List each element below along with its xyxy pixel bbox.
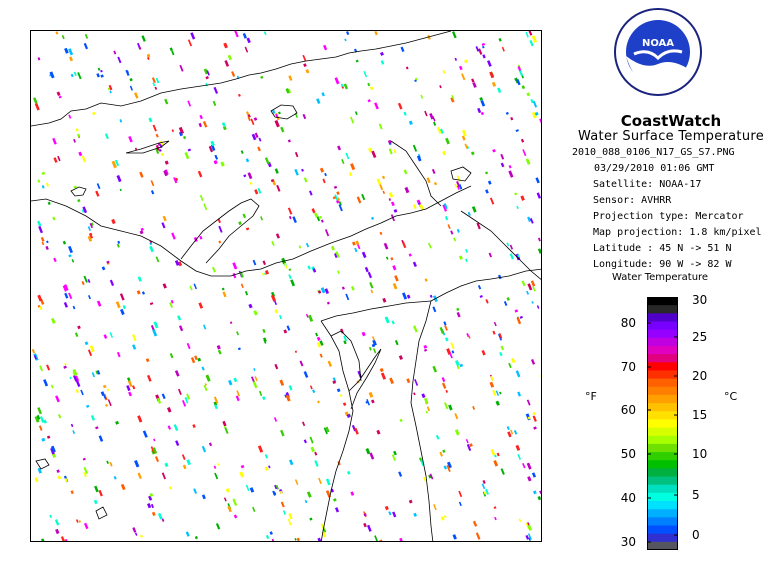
scale-swatch — [647, 517, 678, 526]
tick-c-10: 10 — [692, 447, 708, 461]
legend-title: Water Temperature — [612, 272, 709, 283]
scale-swatch — [647, 419, 678, 428]
scale-swatch — [647, 379, 678, 388]
scale-swatch — [647, 338, 678, 347]
scale-swatch — [647, 330, 678, 339]
tick-c-25: 25 — [692, 330, 708, 344]
scale-swatch — [647, 493, 678, 502]
latitude-range: Latitude : 45 N -> 51 N — [593, 243, 732, 254]
scale-swatch — [647, 509, 678, 518]
brand-title: CoastWatch — [620, 112, 722, 130]
color-scale-bar — [647, 297, 678, 550]
unit-celsius: °C — [724, 390, 738, 403]
scale-swatch — [647, 387, 678, 396]
scale-swatch — [647, 403, 678, 412]
tick-c-5: 5 — [692, 488, 700, 502]
satellite: Satellite: NOAA-17 — [593, 179, 702, 190]
datetime: 03/29/2010 01:06 GMT — [594, 163, 715, 174]
scale-swatch — [647, 305, 678, 314]
coastlines — [31, 31, 542, 542]
lake-michigan-east-shore — [411, 301, 433, 542]
scale-swatch — [647, 428, 678, 437]
scale-swatch — [647, 297, 678, 306]
tick-f-40: 40 — [620, 491, 636, 505]
door-peninsula — [349, 349, 381, 409]
map-panel — [30, 30, 542, 542]
scale-swatch — [647, 501, 678, 510]
scale-swatch — [647, 321, 678, 330]
scale-swatch — [647, 362, 678, 371]
scale-swatch — [647, 313, 678, 322]
scale-swatch — [647, 411, 678, 420]
product-title: Water Surface Temperature — [577, 129, 765, 144]
inland-lake-4 — [36, 459, 49, 469]
scale-swatch — [647, 444, 678, 453]
tick-f-30: 30 — [620, 535, 636, 549]
inland-lake-3 — [451, 167, 471, 181]
tick-f-50: 50 — [620, 447, 636, 461]
scale-swatch — [647, 395, 678, 404]
scale-swatch — [647, 346, 678, 355]
scale-swatch — [647, 370, 678, 379]
tick-c-30: 30 — [692, 293, 708, 307]
upper-michigan-south — [321, 301, 431, 321]
noaa-logo — [614, 8, 702, 96]
scale-swatch — [647, 468, 678, 477]
scale-swatch — [647, 534, 678, 543]
tick-c-20: 20 — [692, 369, 708, 383]
scale-swatch — [647, 460, 678, 469]
tick-f-70: 70 — [620, 360, 636, 374]
tick-f-60: 60 — [620, 403, 636, 417]
scale-swatch — [647, 477, 678, 486]
scale-swatch — [647, 485, 678, 494]
scale-swatch — [647, 452, 678, 461]
temperature-pixels — [32, 31, 542, 542]
scale-swatch — [647, 436, 678, 445]
filename: 2010_088_0106_N17_GS_S7.PNG — [572, 147, 735, 158]
tick-c-0: 0 — [692, 528, 700, 542]
lake-superior-north-shore — [31, 31, 451, 126]
scale-swatch — [647, 526, 678, 535]
tick-c-15: 15 — [692, 408, 708, 422]
sensor: Sensor: AVHRR — [593, 195, 672, 206]
logo-text: NOAA — [641, 38, 675, 49]
keweenaw — [181, 199, 259, 263]
sst-map — [31, 31, 542, 542]
inland-lake-5 — [96, 507, 107, 519]
inland-lake-1 — [71, 187, 86, 196]
map-projection: Map projection: 1.8 km/pixel — [593, 227, 762, 238]
tick-f-80: 80 — [620, 316, 636, 330]
scale-swatch — [647, 542, 678, 550]
projection-type: Projection type: Mercator — [593, 211, 744, 222]
unit-fahrenheit: °F — [585, 390, 597, 403]
longitude-range: Longitude: 90 W -> 82 W — [593, 259, 732, 270]
scale-swatch — [647, 354, 678, 363]
